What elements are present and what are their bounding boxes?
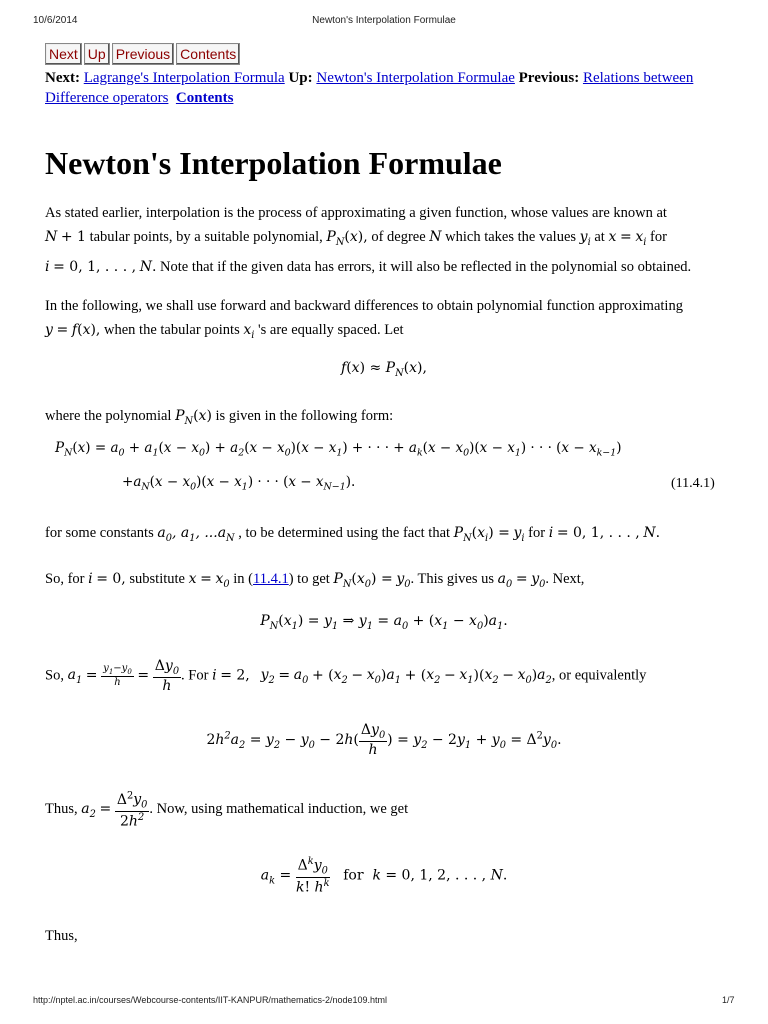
paragraph-a1: So, $a_1$ = $\frac{y_1-y_0}{h}$ = $\frac{\Delta y_0}{h}$ . For i = 2, $y_2 = a_0 + (x_2 - x_0)a_1 + (x_2 - x_1)(x_2 - x_0)a_2$, or equivalently — [45, 658, 647, 695]
text: ) to get — [288, 571, 330, 587]
nav-links — [45, 68, 725, 108]
text: for — [528, 525, 546, 541]
text: Thus, — [45, 801, 78, 818]
print-title: Newton's Interpolation Formulae — [312, 15, 456, 26]
text: . Next, — [545, 571, 585, 587]
text: , or equivalently — [551, 667, 647, 684]
text: tabular points, by a suitable polynomial, — [89, 229, 323, 245]
next-label: Next: — [45, 70, 80, 86]
text: So, — [45, 667, 64, 684]
up-button[interactable]: Up — [84, 43, 110, 65]
equation-11-4-1-line1: $P_N(x) = a_0 + a_1(x - x_0) + a_2(x - x_0)(x - x_1)$ + · · · + $a_k(x - x_0)(x - x_1)$ · · · $(x - x_{k-1})$ — [55, 440, 622, 459]
text: substitute — [129, 571, 185, 587]
equation-reference-link[interactable]: 11.4.1 — [253, 571, 289, 587]
paragraph-forward-backward: In the following, we shall use forward and backward differences to obtain polynomial function approximating y = f(x), when the tabular points $x_i$ 's are equally spaced. Let — [45, 298, 683, 341]
paragraph-intro: As stated earlier, interpolation is the process of approximating a given function, whose values are known at N + 1 tabular points, by a suitable polynomial, $P_N(x)$, of degree N which takes the values $y_i$ at $x = x_i$ for i = 0, 1, . . . , N. Note that if the given data has errors, it will also be reflected in the polynomial so obtained. — [45, 205, 692, 275]
text: for some constants — [45, 525, 154, 541]
text: which takes the values — [445, 229, 577, 245]
text: at — [594, 229, 605, 245]
equation-ak: $a_k$ = $\frac{\Delta^ky_0}{k! h^k}$ for k = 0, 1, 2, . . . , N. — [260, 856, 508, 896]
equation-p-x1: $P_N(x_1) = y_1$ ⇒ $y_1 = a_0 + (x_1 - x_0)a_1$. — [260, 613, 508, 632]
text: In the following, we shall use forward and backward differences to obtain polynomial function approximating — [45, 298, 683, 314]
paragraph-substitute: So, for i = 0, substitute $x = x_0$ in (11.4.1) to get $P_N(x_0) = y_0$. This gives us $a_0 = y_0$. Next, — [45, 571, 585, 590]
equation-approx: $f(x) \approx P_N(x)$, — [341, 360, 427, 379]
text: when the tabular points — [104, 322, 240, 338]
page-title: Newton's Interpolation Formulae — [45, 145, 502, 181]
text: . This gives us — [410, 571, 494, 587]
nav-button-bar — [45, 43, 240, 65]
text: in ( — [233, 571, 253, 587]
paragraph-thus: Thus, — [45, 928, 78, 944]
footer-page-number: 1/7 — [722, 995, 735, 1005]
equation-11-4-1-line2: $+a_N(x - x_0)(x - x_1)$ · · · $(x - x_{N-1})$. — [122, 474, 356, 493]
text: is given in the following form: — [215, 408, 394, 424]
contents-button[interactable]: Contents — [176, 43, 240, 65]
text: . Now, using mathematical induction, we get — [149, 801, 409, 818]
equation-a2-derivation: $2h^2a_2 = y_2 - y_0 - 2h$( $\frac{\Delta y_0}{h}$ ) = $y_2 - 2y_1 + y_0 = \Delta^2y_0$. — [206, 722, 562, 759]
paragraph-constants: for some constants $a_0$, $a_1$, $...a_N$ , to be determined using the fact that $P_N(x_i) = y_i$ for i = 0, 1, . . . , N. — [45, 525, 661, 544]
previous-label: Previous: — [518, 70, 580, 86]
up-label: Up: — [288, 70, 313, 86]
contents-link[interactable]: Contents — [175, 90, 234, 106]
text: 's are equally spaced. Let — [258, 322, 404, 338]
footer-url: http://nptel.ac.in/courses/Webcourse-contents/IIT-KANPUR/mathematics-2/node109.html — [33, 995, 387, 1005]
equation-number: (11.4.1) — [671, 476, 715, 491]
paragraph-polynomial-form: where the polynomial $P_N(x)$ is given in the following form: — [45, 408, 394, 427]
up-link[interactable]: Newton's Interpolation Formulae — [316, 70, 515, 86]
text: for — [343, 867, 364, 884]
text: where the polynomial — [45, 408, 172, 424]
paragraph-a2: Thus, $a_2$ = $\frac{\Delta^2y_0}{2h^2}$ . Now, using mathematical induction, we get — [45, 790, 409, 830]
text: As stated earlier, interpolation is the process of approximating a given function, whose values are known at — [45, 205, 667, 221]
text: . For — [181, 667, 209, 684]
next-button[interactable]: Next — [45, 43, 82, 65]
text: Note that if the given data has errors, it will also be reflected in the polynomial so obtained. — [160, 258, 692, 275]
previous-button[interactable]: Previous — [112, 43, 174, 65]
previous-link[interactable]: Relations between Difference operators — [45, 70, 694, 106]
text: of degree — [371, 229, 426, 245]
print-date: 10/6/2014 — [33, 15, 78, 26]
text: , to be determined using the fact that — [238, 525, 451, 541]
text: So, for — [45, 571, 85, 587]
text: for — [650, 229, 667, 245]
next-link[interactable]: Lagrange's Interpolation Formula — [83, 70, 285, 86]
